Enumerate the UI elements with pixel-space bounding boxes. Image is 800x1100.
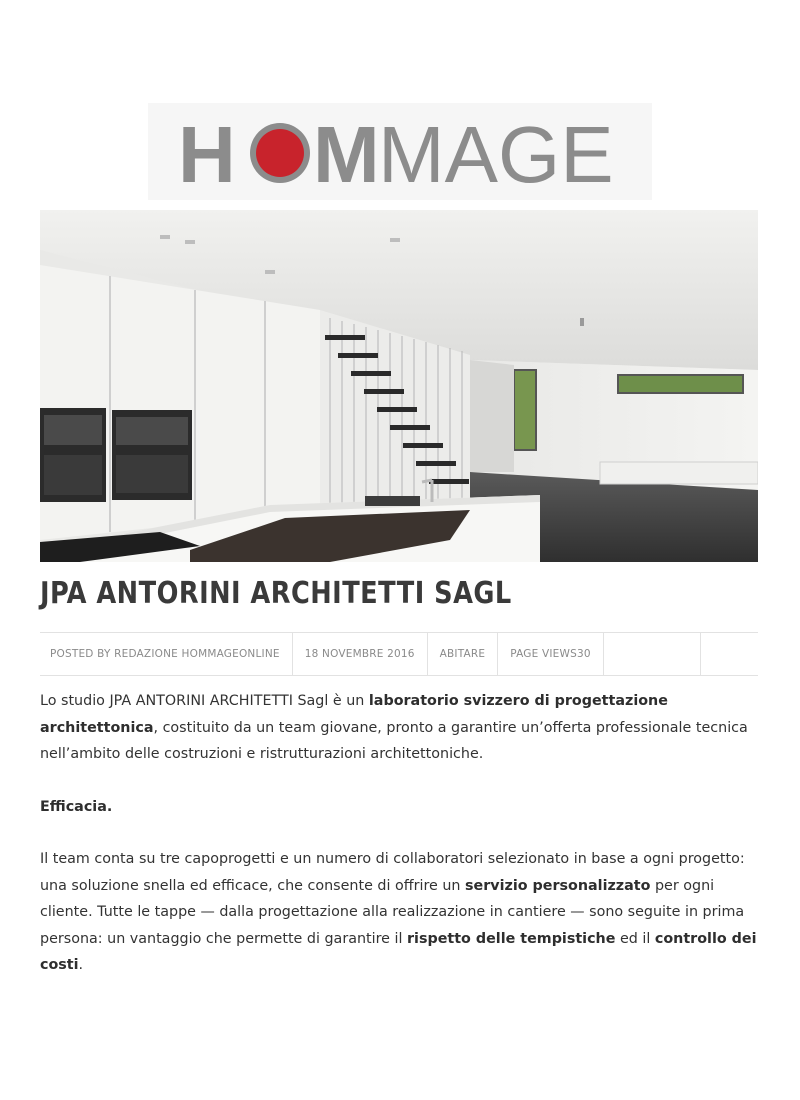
p1-text-2: , costituito da un team giovane, pronto a garantire un’offerta professionale tecnica nell’ambito delle costruzioni e ristrutturazioni architettoniche. [40, 719, 748, 762]
p2-text-1: Il team conta su tre capoprogetti e un numero di collaboratori selezionato in base a ogni progetto: una soluzione snella ed efficace, che consente di offrire un [40, 851, 745, 894]
article-title: JPA ANTORINI ARCHITETTI SAGL [40, 576, 512, 611]
logo-letter-m: M [313, 111, 380, 192]
p2-text-3: ed il [615, 930, 655, 947]
p1-text-1: Lo studio JPA ANTORINI ARCHITETTI Sagl è un [40, 693, 369, 709]
hommage-logo[interactable] [148, 103, 652, 200]
p2-bold-2: rispetto delle tempistiche [407, 930, 616, 947]
meta-page-views: PAGE VIEWS30 [498, 633, 604, 675]
article-paragraph-1 [40, 688, 760, 768]
article-paragraph-2 [40, 846, 760, 979]
p2-bold-1: servizio personalizzato [465, 877, 651, 894]
meta-date: 18 NOVEMBRE 2016 [293, 633, 428, 675]
hommage-logo-mark [170, 112, 630, 192]
p2-bold-3: controllo dei costi [40, 930, 757, 973]
hero-image [40, 210, 758, 562]
p2-text-2: per ogni cliente. Tutte le tappe — dalla progettazione alla realizzazione in cantiere — sono seguite in prima persona: un vantaggio che permette di garantire il [40, 877, 745, 947]
article-subheading [40, 794, 760, 821]
kitchen-interior-icon [40, 210, 758, 562]
subheading-efficacia: Efficacia. [40, 798, 113, 815]
meta-posted-by[interactable]: POSTED BY REDAZIONE HOMMAGEONLINE [40, 633, 293, 675]
svg-text:O: O [280, 152, 281, 154]
logo-letter-h: H [178, 111, 236, 192]
p1-bold-1: laboratorio svizzero di progettazione architettonica [40, 693, 668, 736]
meta-category[interactable]: ABITARE [428, 633, 499, 675]
article-body [40, 688, 760, 979]
article-meta-bar [40, 632, 758, 676]
logo-letters-mage: MAGE [378, 111, 614, 192]
meta-empty-cell [604, 633, 701, 675]
logo-letter-o [250, 123, 310, 183]
p2-text-4: . [78, 957, 84, 973]
